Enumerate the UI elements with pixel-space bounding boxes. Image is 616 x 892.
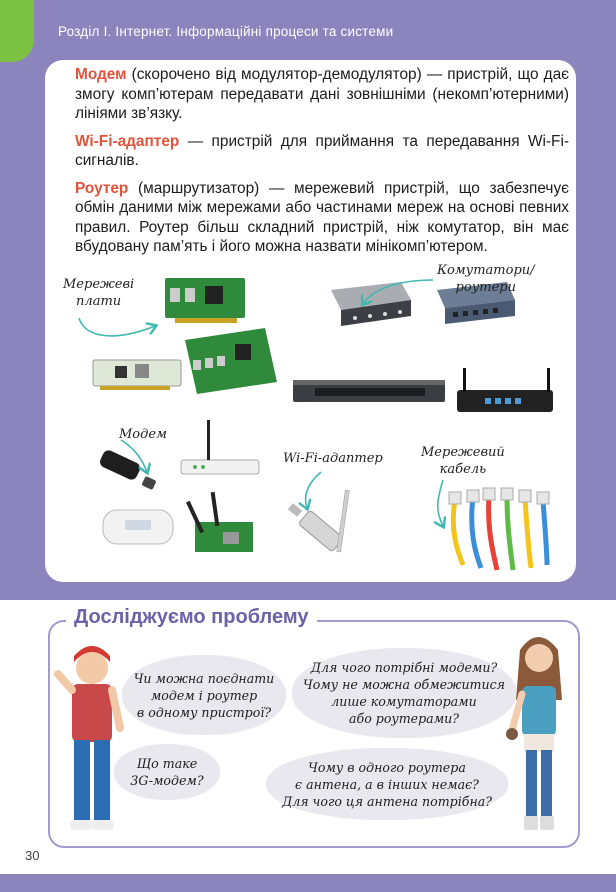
devices-illustration xyxy=(45,260,576,582)
network-card-image xyxy=(93,360,181,390)
definitions xyxy=(75,65,569,265)
network-cables-image xyxy=(449,488,549,570)
mobile-modem-image xyxy=(103,510,173,544)
wifi-adapter-image xyxy=(288,490,349,552)
wifi-pci-card-image xyxy=(186,492,253,552)
usb-modem-image xyxy=(98,448,156,490)
question-text: Для чого потрібні модеми? Чому не можна обмежитися лише комутаторами або роутерами? xyxy=(303,660,505,726)
term-router: Роутер xyxy=(75,179,129,197)
question-text: Чи можна поєднати модем і роутер в одному пристрої? xyxy=(133,670,275,720)
green-corner-tab xyxy=(0,0,34,62)
network-card-image xyxy=(165,278,245,323)
label-switches-routers: Комутатори/ роутери xyxy=(437,263,535,295)
boy-figure xyxy=(54,640,130,836)
question-bubble xyxy=(266,748,508,820)
adsl-modem-image xyxy=(181,420,259,474)
definition-modem-text: (скорочено від модулятор-демодулятор) — пристрій, що дає змогу комп’ютерам передавати дані зовнішніми (некомп’ютерними) лініями зв’язку. xyxy=(75,66,569,122)
definition-wifi-adapter-text: — пристрій для приймання та передавання Wi-Fi-сигналів. xyxy=(75,132,569,169)
arrow-icon xyxy=(79,318,155,336)
question-text: Чому в одного роутера є антена, а в інших немає? Для чого ця антена потрібна? xyxy=(281,759,493,809)
bottom-purple-band xyxy=(0,874,616,892)
page-number: 30 xyxy=(25,848,40,863)
girl-figure xyxy=(506,630,572,838)
definition-router xyxy=(75,179,569,257)
switch-image xyxy=(331,282,411,326)
label-modem: Модем xyxy=(119,427,167,442)
router-image xyxy=(457,368,553,412)
content-card xyxy=(45,60,576,582)
network-card-image xyxy=(185,328,277,394)
question-text: Що таке 3G-модем? xyxy=(130,756,204,788)
arrow-icon xyxy=(438,480,443,526)
question-bubble xyxy=(114,744,220,800)
label-wifi-adapter: Wi-Fi-адаптер xyxy=(283,451,383,466)
rack-switch-image xyxy=(293,380,445,402)
term-modem: Модем xyxy=(75,66,127,83)
term-wifi-adapter: Wi-Fi-адаптер xyxy=(75,132,180,150)
label-network-cable: Мережевий кабель xyxy=(421,445,505,477)
definition-router-text: (маршрутизатор) — мережевий пристрій, що забезпечує обмін даними між мережами або частинами мереж на основі певних правил. Роутер більш складний пристрій, ніж комутатор, він має вбудовану пам’ять і його можна назвати мінікомп’ютером. xyxy=(75,179,569,255)
arrow-icon xyxy=(306,472,321,508)
definition-wifi-adapter xyxy=(75,132,569,171)
label-network-cards: Мережеві плати xyxy=(63,277,135,309)
research-title: Досліджуємо проблему xyxy=(66,606,317,629)
definition-modem xyxy=(75,65,569,124)
section-header: Розділ І. Інтернет. Інформаційні процеси та системи xyxy=(58,24,394,39)
question-bubble xyxy=(292,648,516,738)
question-bubble xyxy=(122,655,286,735)
